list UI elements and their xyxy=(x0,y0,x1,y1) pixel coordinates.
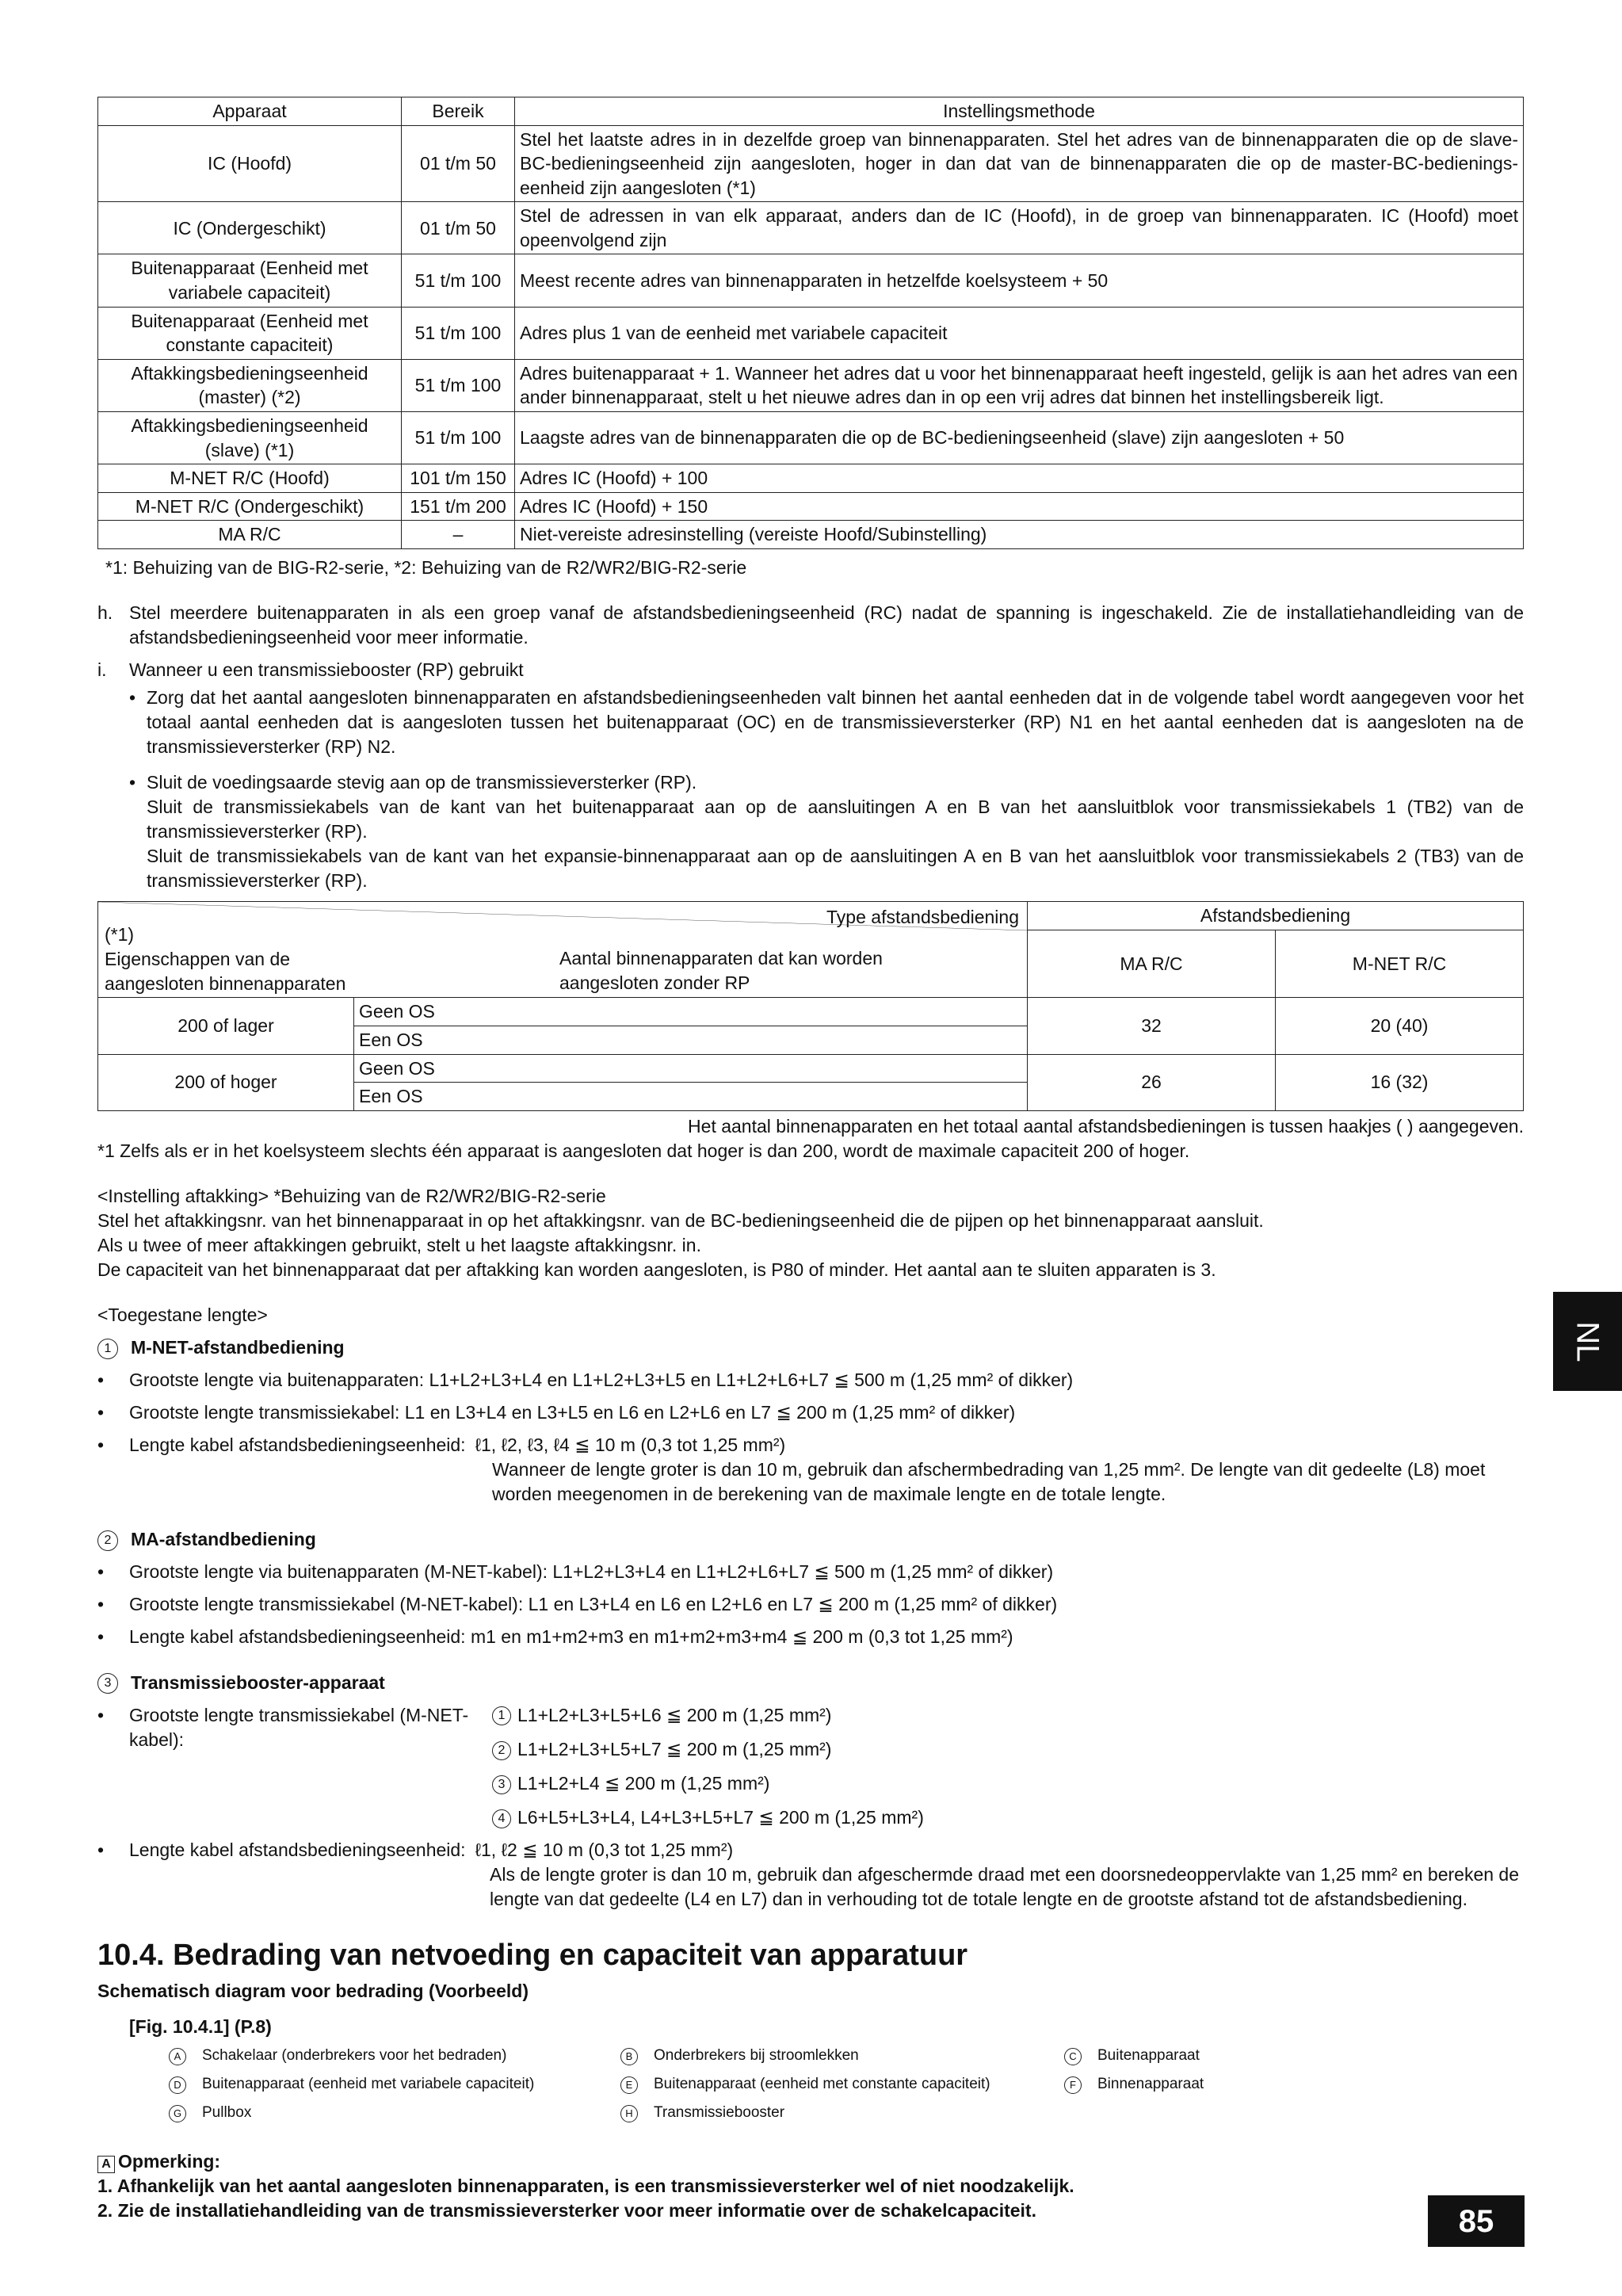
cell: Laagste adres van de binnenapparaten die op de BC-bedieningseenheid (slave) zijn aangesloten + 50 xyxy=(515,411,1524,464)
legend-key: A xyxy=(169,2048,186,2065)
subsection-2 xyxy=(97,1527,1524,1552)
table-row xyxy=(98,307,1524,359)
count-label: Aantal binnenapparaten dat kan worden aangesloten zonder RP xyxy=(559,948,883,993)
cell: MA R/C xyxy=(98,521,402,549)
cell: Een OS xyxy=(354,1026,1028,1054)
aftakking-section xyxy=(97,1184,1524,1282)
bullet-text xyxy=(147,770,1524,893)
legend-key: D xyxy=(169,2076,186,2094)
cell: Adres IC (Hoofd) + 100 xyxy=(515,464,1524,493)
legend-key: H xyxy=(620,2105,638,2122)
bullet-line: Sluit de voedingsaarde stevig aan op de transmissieversterker (RP). xyxy=(147,772,697,793)
bullet-item: • Lengte kabel afstandsbedieningseenheid: ℓ1, ℓ2 ≦ 10 m (0,3 tot 1,25 mm²) xyxy=(97,1838,1524,1862)
subsection-3 xyxy=(97,1671,1524,1695)
subsection-title: M-NET-afstandbediening xyxy=(131,1337,345,1358)
formula: L1+L2+L3+L5+L7 ≦ 200 m (1,25 mm²) xyxy=(517,1738,832,1759)
table-footnote: *1: Behuizing van de BIG-R2-serie, *2: Behuizing van de R2/WR2/BIG-R2-serie xyxy=(105,556,747,578)
cell: 26 xyxy=(1028,1054,1276,1110)
cell: Stel het laatste adres in in dezelfde groep van binnenapparaten. Stel het adres van de binnenapparaten die op de slave-BC-bedieningseenheid zijn aangesloten, hoger in dan dat van de binnenapparaten die op de master-BC-bedienings-eenheid zijn aangesloten (*1) xyxy=(515,125,1524,202)
text-line: <Instelling aftakking> *Behuizing van de R2/WR2/BIG-R2-serie xyxy=(97,1185,606,1206)
legend-item xyxy=(169,2103,620,2123)
cell: 151 t/m 200 xyxy=(402,492,515,521)
legend-key: G xyxy=(169,2105,186,2122)
table-row xyxy=(98,202,1524,254)
type-label: Type afstandsbediening xyxy=(826,907,1019,928)
legend-text: Transmissiebooster xyxy=(654,2103,785,2121)
prop-text: Eigenschappen van de aangesloten binnenapparaten xyxy=(105,948,346,994)
table-row xyxy=(98,359,1524,411)
bullet-label: Grootste lengte transmissiekabel (M-NET-kabel): xyxy=(129,1704,469,1750)
col-header-ma: MA R/C xyxy=(1028,930,1276,997)
item-label: i. xyxy=(97,659,107,680)
bullet-label: Lengte kabel afstandsbedieningseenheid: xyxy=(129,1839,466,1860)
text-line: De capaciteit van het binnenapparaat dat per aftakking kan worden aangesloten, is P80 of minder. Het aantal aan te sluiten apparaten is 3. xyxy=(97,1259,1216,1280)
legend-text: Buitenapparaat (eenheid met constante capaciteit) xyxy=(654,2075,990,2092)
formula: L1+L2+L4 ≦ 200 m (1,25 mm²) xyxy=(517,1772,770,1794)
circled-number: 3 xyxy=(492,1775,511,1794)
legend-item xyxy=(620,2103,1064,2123)
diagonal-header-cell xyxy=(98,902,1028,998)
bullet-text: Grootste lengte via buitenapparaten (M-NET-kabel): L1+L2+L3+L4 en L1+L2+L6+L7 ≦ 500 m (1,25 mm² of dikker) xyxy=(129,1561,1054,1583)
bullet-item: • Grootste lengte via buitenapparaten (M-NET-kabel): L1+L2+L3+L4 en L1+L2+L6+L7 ≦ 500 m (1,25 mm² of dikker) xyxy=(97,1560,1524,1584)
cell: Niet-vereiste adresinstelling (vereiste Hoofd/Subinstelling) xyxy=(515,521,1524,549)
cell: 32 xyxy=(1028,998,1276,1054)
legend-item xyxy=(1064,2046,1508,2066)
bullet-item xyxy=(97,770,1524,893)
figure-legend xyxy=(97,2046,1524,2122)
bullet-item: • Grootste lengte transmissiekabel (M-NET-kabel): L1 en L3+L4 en L6 en L2+L6 en L7 ≦ 200 m (1,25 mm² of dikker) xyxy=(97,1592,1524,1617)
cell: IC (Ondergeschikt) xyxy=(98,202,402,254)
bullet-values xyxy=(492,1703,924,1830)
bullet-item: • Lengte kabel afstandsbedieningseenheid: m1 en m1+m2+m3 en m1+m2+m3+m4 ≦ 200 m (0,3 tot 1,25 mm²) xyxy=(97,1625,1524,1649)
bullet-dot: • xyxy=(129,687,136,709)
section-title: <Toegestane lengte> xyxy=(97,1304,268,1325)
table-row xyxy=(98,125,1524,202)
bullet-item: • Grootste lengte via buitenapparaten: L1+L2+L3+L4 en L1+L2+L3+L5 en L1+L2+L6+L7 ≦ 500 m (1,25 mm² of dikker) xyxy=(97,1368,1524,1392)
cell: Meest recente adres van binnenapparaten in hetzelfde koelsysteem + 50 xyxy=(515,254,1524,307)
table-row xyxy=(98,411,1524,464)
legend-text: Buitenapparaat (eenheid met variabele capaciteit) xyxy=(202,2075,535,2092)
legend-text: Binnenapparaat xyxy=(1097,2075,1204,2092)
legend-item xyxy=(169,2046,620,2066)
lengths-section xyxy=(97,1303,1524,1912)
subsection-title: MA-afstandbediening xyxy=(131,1529,316,1550)
subsection-1 xyxy=(97,1335,1524,1360)
table-row xyxy=(98,521,1524,549)
col-header: Instellingsmethode xyxy=(515,97,1524,126)
formula: L1+L2+L3+L5+L6 ≦ 200 m (1,25 mm²) xyxy=(517,1704,832,1725)
legend-item xyxy=(1064,2074,1508,2095)
legend-text: Onderbrekers bij stroomlekken xyxy=(654,2047,859,2065)
legend-key: F xyxy=(1064,2076,1082,2094)
language-tab-label: NL xyxy=(1570,1320,1605,1362)
page-content xyxy=(97,97,1524,2223)
cell: Aftakkingsbedieningseenheid (slave) (*1) xyxy=(98,411,402,464)
cell: Adres IC (Hoofd) + 150 xyxy=(515,492,1524,521)
bullet-value: ℓ1, ℓ2, ℓ3, ℓ4 ≦ 10 m (0,3 tot 1,25 mm²) xyxy=(475,1435,786,1456)
cell: 51 t/m 100 xyxy=(402,411,515,464)
table-row xyxy=(98,464,1524,493)
note-box-icon: A xyxy=(97,2156,115,2173)
cell: Geen OS xyxy=(354,998,1028,1026)
bullet-text: Grootste lengte transmissiekabel (M-NET-kabel): L1 en L3+L4 en L6 en L2+L6 en L7 ≦ 200 m (1,25 mm² of dikker) xyxy=(129,1594,1058,1615)
address-table xyxy=(97,97,1524,549)
table-row xyxy=(98,1054,1524,1083)
text-line: Als u twee of meer aftakkingen gebruikt, stelt u het laagste aftakkingsnr. in. xyxy=(97,1234,701,1255)
col-header: Bereik xyxy=(402,97,515,126)
circled-number: 2 xyxy=(492,1741,511,1760)
bullet-line: Sluit de transmissiekabels van de kant van het expansie-binnenapparaat aan op de aansluitingen A en B van het aansluitblok voor transmissiekabels 2 (TB3) van de transmissieversterker (RP). xyxy=(147,846,1524,892)
cell: – xyxy=(402,521,515,549)
bullet-dot: • xyxy=(129,772,136,793)
legend-text: Buitenapparaat xyxy=(1097,2047,1200,2065)
bullet-value: ℓ1, ℓ2 ≦ 10 m (0,3 tot 1,25 mm²) xyxy=(475,1839,734,1860)
item-text: Stel meerdere buitenapparaten in als een groep vanaf de afstandsbedieningseenheid (RC) nadat de spanning is ingeschakeld. Zie de installatiehandleiding van de afstandsbedieningseenheid voor meer informatie. xyxy=(129,602,1524,648)
cell: 51 t/m 100 xyxy=(402,359,515,411)
table-row xyxy=(98,492,1524,521)
legend-item xyxy=(620,2074,1064,2095)
cell: Buitenapparaat (Eenheid met variabele capaciteit) xyxy=(98,254,402,307)
cell: 01 t/m 50 xyxy=(402,202,515,254)
cell: Buitenapparaat (Eenheid met constante capaciteit) xyxy=(98,307,402,359)
cell: 16 (32) xyxy=(1276,1054,1524,1110)
cell: Adres plus 1 van de eenheid met variabele capaciteit xyxy=(515,307,1524,359)
cell: M-NET R/C (Ondergeschikt) xyxy=(98,492,402,521)
item-h xyxy=(97,601,1524,650)
circled-number: 4 xyxy=(492,1809,511,1828)
bullet-item xyxy=(97,686,1524,759)
subsection-title: Transmissiebooster-apparaat xyxy=(131,1671,385,1693)
cell: M-NET R/C (Hoofd) xyxy=(98,464,402,493)
circled-number: 1 xyxy=(492,1706,511,1725)
legend-text: Pullbox xyxy=(202,2103,252,2121)
language-tab xyxy=(1553,1292,1622,1391)
page-number: 85 xyxy=(1428,2195,1525,2247)
cell: 51 t/m 100 xyxy=(402,307,515,359)
cell: Adres buitenapparaat + 1. Wanneer het adres dat u voor het binnenapparaat heeft ingesteld, gelijk is aan het adres van een ander binnenapparaat, stelt u het nieuwe adres dan in op een vrij adres dat binnen het instellingsbereik ligt. xyxy=(515,359,1524,411)
legend-item xyxy=(620,2046,1064,2066)
bullet-text: Zorg dat het aantal aangesloten binnenapparaten en afstandsbedieningseenheden valt binnen het aantal eenheden dat in de volgende tabel wordt aangegeven voor het totaal aantal eenheden dat is aangesloten tussen het buitenapparaat (OC) en de transmissieversterker (RP) N1 en het aantal eenheden dat is aangesloten na de transmissieversterker (RP) N2. xyxy=(147,687,1524,758)
item-i xyxy=(97,658,1524,682)
note-title: Opmerking: xyxy=(118,2151,221,2172)
bullet-label: Lengte kabel afstandsbedieningseenheid: xyxy=(129,1435,466,1456)
cell: 01 t/m 50 xyxy=(402,125,515,202)
table-row xyxy=(98,998,1524,1026)
table-star-note: *1 Zelfs als er in het koelsysteem slechts één apparaat is aangesloten dat hoger is dan 200, wordt de maximale capaciteit 200 of hoger. xyxy=(97,1140,1190,1161)
bullet-continuation: Wanneer de lengte groter is dan 10 m, gebruik dan afschermbedrading van 1,25 mm². De lengte van dit gedeelte (L8) moet worden meegenomen in de berekening van de maximale lengte en de totale lengte. xyxy=(492,1459,1486,1505)
circled-number: 2 xyxy=(97,1530,118,1551)
subheading: Schematisch diagram voor bedrading (Voorbeeld) xyxy=(97,1981,529,2002)
cell: 20 (40) xyxy=(1276,998,1524,1054)
legend-text: Schakelaar (onderbrekers voor het bedraden) xyxy=(202,2047,507,2065)
item-text: Wanneer u een transmissiebooster (RP) gebruikt xyxy=(129,659,524,680)
formula: L6+L5+L3+L4, L4+L3+L5+L7 ≦ 200 m (1,25 mm²) xyxy=(517,1806,924,1828)
bullet-text: Grootste lengte transmissiekabel: L1 en L3+L4 en L3+L5 en L6 en L2+L6 en L7 ≦ 200 m (1,25 mm² of dikker) xyxy=(129,1402,1016,1423)
cell: IC (Hoofd) xyxy=(98,125,402,202)
bullet-line: Sluit de transmissiekabels van de kant van het buitenapparaat aan op de aansluitingen A en B van het aansluitblok voor transmissiekabels 1 (TB2) van de transmissieversterker (RP). xyxy=(147,797,1524,842)
col-header-mnet: M-NET R/C xyxy=(1276,930,1524,997)
booster-table xyxy=(97,901,1524,1110)
prop-label xyxy=(105,923,366,995)
circled-number: 1 xyxy=(97,1339,118,1359)
legend-key: C xyxy=(1064,2048,1082,2065)
bullet-text: Lengte kabel afstandsbedieningseenheid: m1 en m1+m2+m3 en m1+m2+m3+m4 ≦ 200 m (0,3 tot 1,25 mm²) xyxy=(129,1626,1013,1648)
legend-key: E xyxy=(620,2076,638,2094)
legend-key: B xyxy=(620,2048,638,2065)
cell: Een OS xyxy=(354,1083,1028,1111)
cell: Geen OS xyxy=(354,1054,1028,1083)
text-line: Stel het aftakkingsnr. van het binnenapparaat in op het aftakkingsnr. van de BC-bedieningseenheid die de pijpen op het binnenapparaat aansluit. xyxy=(97,1209,1264,1231)
cell: 200 of hoger xyxy=(98,1054,354,1110)
cell: 101 t/m 150 xyxy=(402,464,515,493)
cell: Stel de adressen in van elk apparaat, anders dan de IC (Hoofd), in de groep van binnenapparaten. IC (Hoofd) moet opeenvolgend zijn xyxy=(515,202,1524,254)
legend-item xyxy=(169,2074,620,2095)
bullet-item: • Grootste lengte transmissiekabel: L1 en L3+L4 en L3+L5 en L6 en L2+L6 en L7 ≦ 200 m (1,25 mm² of dikker) xyxy=(97,1400,1524,1425)
figure-reference: [Fig. 10.4.1] (P.8) xyxy=(129,2016,272,2038)
table-note: Het aantal binnenapparaten en het totaal aantal afstandsbedieningen is tussen haakjes ( ) aangegeven. xyxy=(688,1115,1524,1137)
cell: 51 t/m 100 xyxy=(402,254,515,307)
note-block xyxy=(97,2149,1524,2223)
star-note: (*1) xyxy=(105,924,135,946)
bullet-item: • Lengte kabel afstandsbedieningseenheid: ℓ1, ℓ2, ℓ3, ℓ4 ≦ 10 m (0,3 tot 1,25 mm²) xyxy=(97,1433,1524,1457)
note-item: 2. Zie de installatiehandleiding van de transmissieversterker voor meer informatie over de schakelcapaciteit. xyxy=(97,2200,1036,2222)
note-item: 1. Afhankelijk van het aantal aangesloten binnenapparaten, is een transmissieversterker wel of niet noodzakelijk. xyxy=(97,2176,1074,2197)
bullet-continuation: Als de lengte groter is dan 10 m, gebruik dan afgeschermde draad met een doorsnedeoppervlakte van 1,25 mm² en bereken de lengte van dat gedeelte (L4 en L7) dan in verhouding tot de totale lengte en de grootste afstand tot de afstandsbediening. xyxy=(490,1863,1520,1909)
item-label: h. xyxy=(97,602,113,623)
bullet-text: Grootste lengte via buitenapparaten: L1+L2+L3+L4 en L1+L2+L3+L5 en L1+L2+L6+L7 ≦ 500 m (1,25 mm² of dikker) xyxy=(129,1370,1074,1391)
circled-number: 3 xyxy=(97,1673,118,1694)
section-heading: 10.4. Bedrading van netvoeding en capaciteit van apparatuur xyxy=(97,1938,968,1972)
cell: 200 of lager xyxy=(98,998,354,1054)
col-header: Apparaat xyxy=(98,97,402,126)
table-row xyxy=(98,254,1524,307)
group-header: Afstandsbediening xyxy=(1028,902,1524,930)
bullet-item: • Grootste lengte transmissiekabel (M-NET-kabel): 1 L1+L2+L3+L5+L6 ≦ 200 m (1,25 mm²) 2 L1+L2+L3+L5+L7 ≦ 200 m (1,25 mm²) 3 L1+L2+L4 ≦ 200 m (1,25 mm²) 4 L6+L5+L3+L4, L4+L3+L5+L7 ≦ 200 m (1,25 mm²) xyxy=(97,1703,1524,1830)
cell: Aftakkingsbedieningseenheid (master) (*2) xyxy=(98,359,402,411)
